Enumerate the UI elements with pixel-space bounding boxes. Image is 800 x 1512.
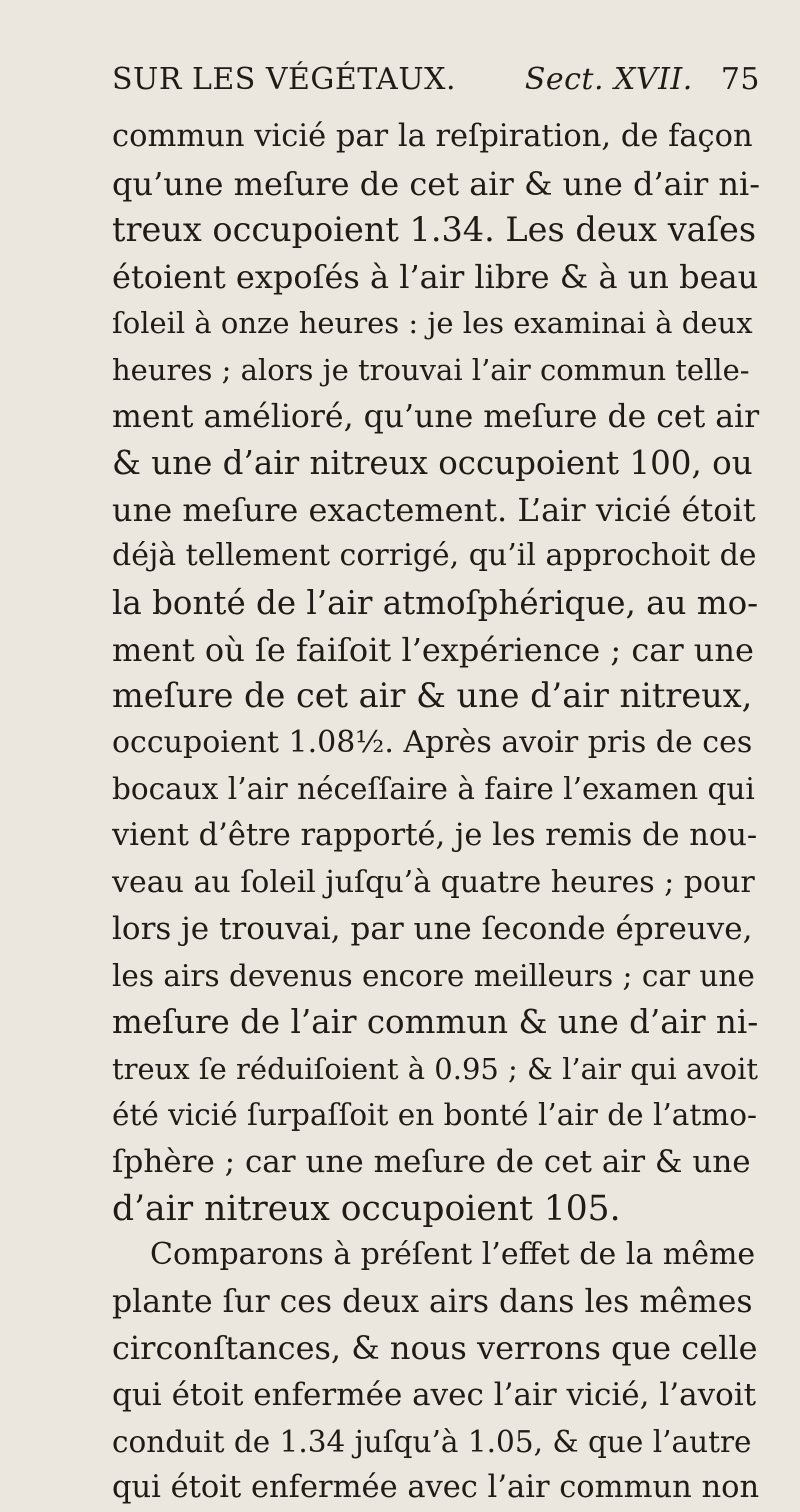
text-line: plante ſur ces deux airs dans les mêmes bbox=[112, 1283, 753, 1320]
text-line: une meſure exactement. L’air vicié étoit bbox=[112, 490, 756, 529]
text-line: qu’une meſure de cet air & une d’air ni- bbox=[112, 164, 760, 203]
text-line: qui étoit enfermée avec l’air commun non bbox=[112, 1470, 760, 1506]
paragraph-first-line: Comparons à préſent l’effet de la même bbox=[150, 1237, 756, 1273]
section-label: Sect. XVII. bbox=[524, 62, 693, 97]
text-line: vient d’être rapporté, je les remis de nou- bbox=[112, 817, 758, 853]
text-line: meſure de cet air & une d’air nitreux, bbox=[112, 676, 753, 716]
running-title: SUR LES VÉGÉTAUX. bbox=[112, 62, 457, 97]
text-line: conduit de 1.34 juſqu’à 1.05, & que l’autre bbox=[112, 1424, 752, 1459]
body-text bbox=[112, 114, 760, 1512]
text-line: la bonté de l’air atmoſphérique, au mo- bbox=[112, 583, 759, 622]
text-line: veau au ſoleil juſqu’à quatre heures ; pour bbox=[112, 864, 755, 900]
text-line: ſphère ; car une meſure de cet air & une bbox=[112, 1144, 751, 1181]
text-line: meſure de l’air commun & une d’air ni- bbox=[112, 1003, 759, 1042]
text-line: les airs devenus encore meilleurs ; car une bbox=[112, 958, 755, 993]
running-header bbox=[112, 62, 760, 108]
text-line: lors je trouvai, par une ſeconde épreuve, bbox=[112, 911, 753, 948]
text-line: bocaux l’air néceſſaire à faire l’examen qui bbox=[112, 772, 755, 807]
text-line: déjà tellement corrigé, qu’il approchoit de bbox=[112, 538, 757, 574]
text-line: commun vicié par la reſpiration, de façon bbox=[112, 119, 753, 154]
text-line: heures ; alors je trouvai l’air commun telle- bbox=[112, 352, 750, 387]
text-line: étoient expoſés à l’air libre & à un beau bbox=[112, 257, 759, 296]
text-line: ſoleil à onze heures : je les examinai à deux bbox=[112, 306, 753, 341]
text-line: circonſtances, & nous verrons que celle bbox=[112, 1329, 758, 1368]
text-line: été vicié ſurpaſſoit en bonté l’air de l’atmo- bbox=[112, 1098, 757, 1133]
text-line: ment où ſe faiſoit l’expérience ; car une bbox=[112, 630, 754, 669]
text-line: occupoient 1.08½. Après avoir pris de ces bbox=[112, 724, 753, 760]
text-line: ment amélioré, qu’une meſure de cet air bbox=[112, 398, 760, 435]
text-line: d’air nitreux occupoient 105. bbox=[112, 1188, 621, 1229]
text-line: & une d’air nitreux occupoient 100, ou bbox=[112, 444, 753, 483]
text-line: treux occupoient 1.34. Les deux vaſes bbox=[112, 210, 757, 250]
page-number: 75 bbox=[720, 62, 760, 97]
text-line: qui étoit enfermée avec l’air vicié, l’avoit bbox=[112, 1377, 757, 1414]
text-line: treux ſe réduiſoient à 0.95 ; & l’air qui avoit bbox=[112, 1051, 759, 1086]
